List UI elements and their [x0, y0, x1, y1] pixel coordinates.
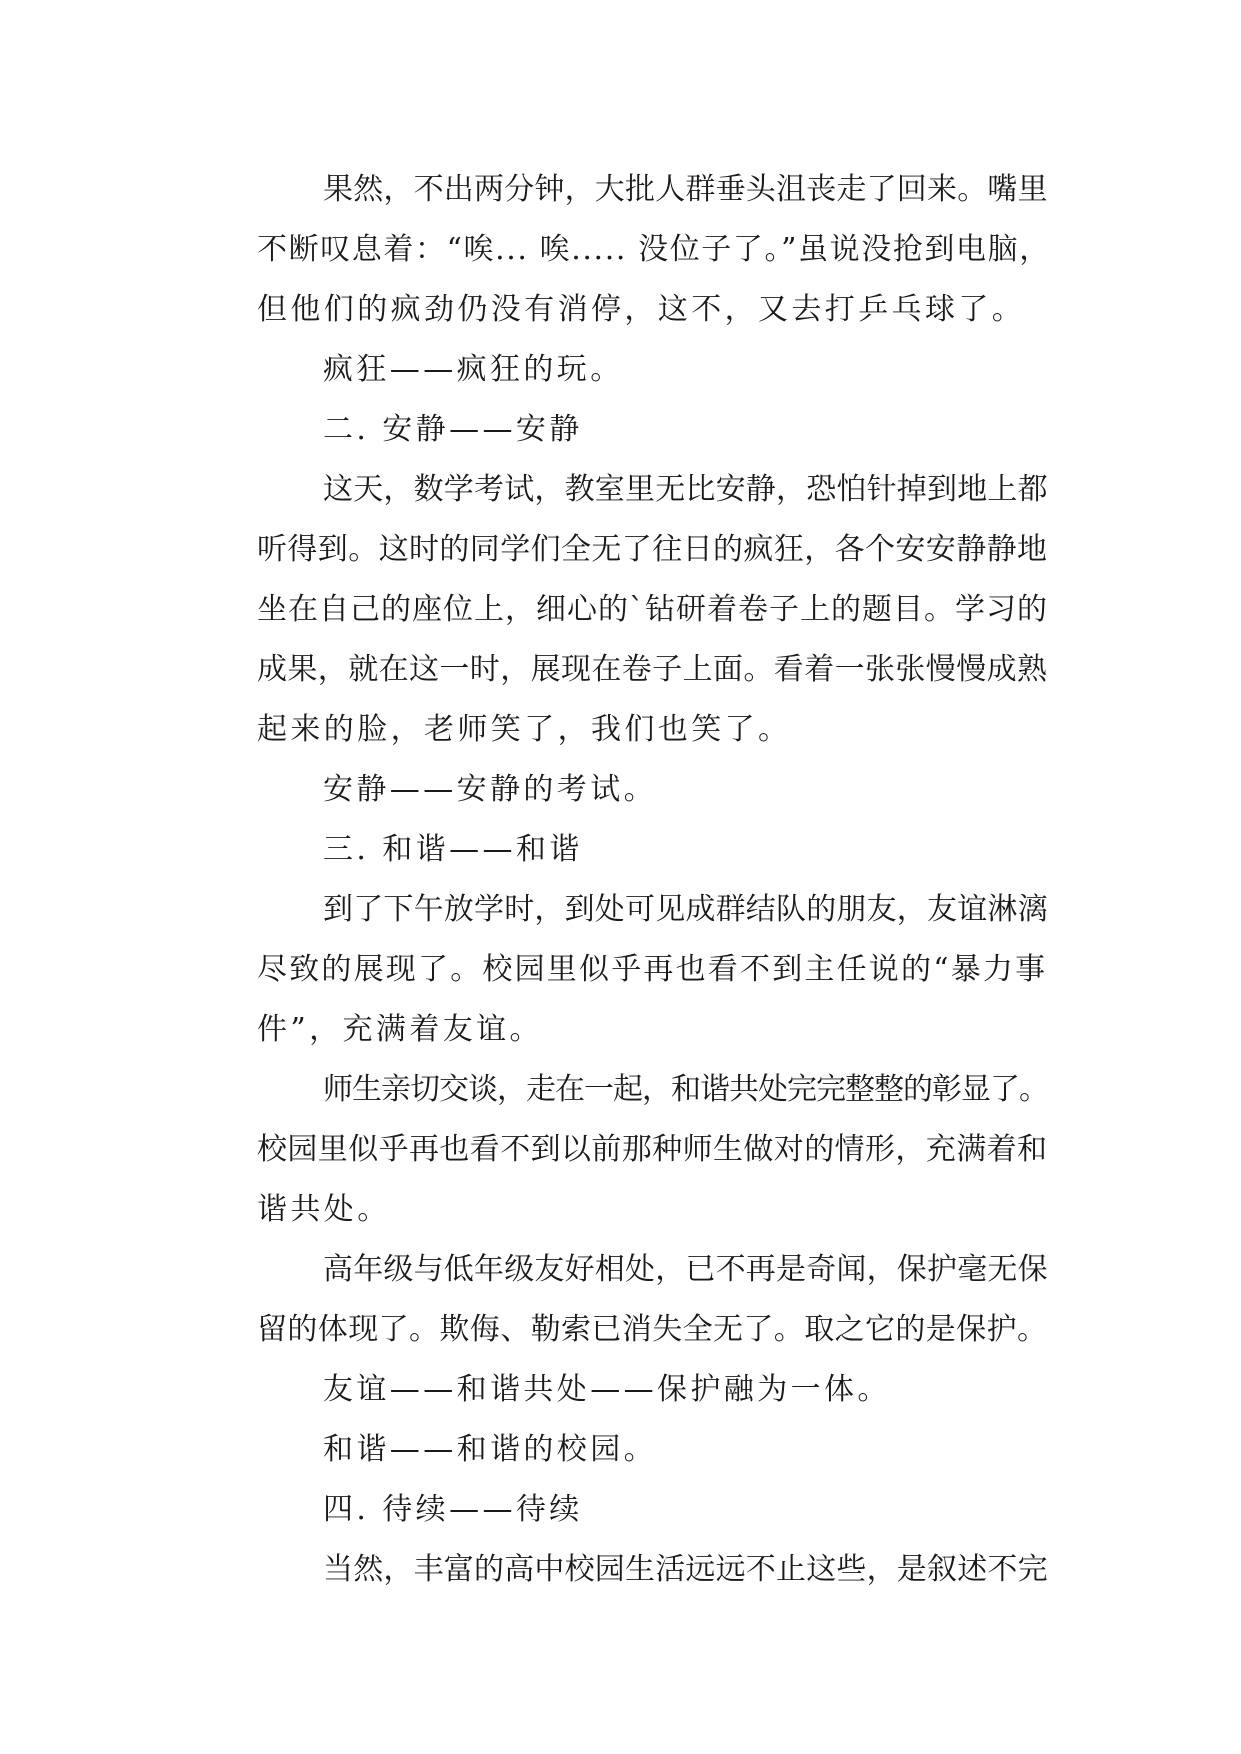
- paragraph: [191, 1420, 1051, 1480]
- section-heading: [191, 820, 1051, 880]
- text-line: 坐在自己的座位上，细心的`钻研着卷子上的题目。学习的: [257, 592, 1048, 627]
- text-line: 件”，充满着友谊。: [257, 1012, 543, 1047]
- text-line: 听得到。这时的同学们全无了往日的疯狂，各个安安静静地: [257, 532, 1048, 567]
- text-line: 起来的脸，老师笑了，我们也笑了。: [257, 712, 792, 747]
- text-line: 不断叹息着：“唉... 唉..... 没位子了。”虽说没抢到电脑，: [257, 232, 1051, 267]
- text-line: 留的体现了。欺侮、勒索已消失全无了。取之它的是保护。: [257, 1312, 1048, 1347]
- paragraph: [191, 1060, 1051, 1240]
- text-line: 果然，不出两分钟，大批人群垂头沮丧走了回来。嘴里: [323, 172, 1048, 207]
- paragraph: [191, 1240, 1051, 1360]
- document-body: [191, 160, 1051, 1600]
- text-line: 友谊——和谐共处——保护融为一体。: [323, 1372, 891, 1407]
- paragraph: [191, 1540, 1051, 1600]
- text-line: 到了下午放学时，到处可见成群结队的朋友，友谊淋漓: [323, 892, 1048, 927]
- paragraph: [191, 340, 1051, 400]
- text-line: 安静——安静的考试。: [323, 772, 657, 807]
- text-line: 高年级与低年级友好相处，已不再是奇闻，保护毫无保: [323, 1252, 1048, 1287]
- paragraph: [191, 1360, 1051, 1420]
- text-line: 校园里似乎再也看不到以前那种师生做对的情形，充满着和: [257, 1132, 1048, 1167]
- paragraph: [191, 460, 1051, 760]
- section-heading: [191, 1480, 1051, 1540]
- section-heading: [191, 400, 1051, 460]
- text-line: 三. 和谐——和谐: [323, 832, 583, 867]
- text-line: 当然，丰富的高中校园生活远远不止这些，是叙述不完: [323, 1552, 1048, 1587]
- paragraph: [191, 760, 1051, 820]
- text-line: 谐共处。: [257, 1192, 391, 1227]
- paragraph: [191, 880, 1051, 1060]
- text-line: 成果，就在这一时，展现在卷子上面。看着一张张慢慢成熟: [257, 652, 1048, 687]
- paragraph: [191, 160, 1051, 340]
- text-line: 四. 待续——待续: [323, 1492, 583, 1527]
- text-line: 但他们的疯劲仍没有消停，这不，又去打乒乓球了。: [257, 292, 1026, 327]
- text-line: 疯狂——疯狂的玩。: [323, 352, 624, 387]
- text-line: 这天，数学考试，教室里无比安静，恐怕针掉到地上都: [323, 472, 1048, 507]
- text-line: 尽致的展现了。校园里似乎再也看不到主任说的“暴力事: [257, 952, 1048, 987]
- text-line: 二. 安静——安静: [323, 412, 583, 447]
- text-line: 师生亲切交谈，走在一起，和谐共处完完整整的彰显了。: [323, 1072, 1048, 1107]
- text-line: 和谐——和谐的校园。: [323, 1432, 657, 1467]
